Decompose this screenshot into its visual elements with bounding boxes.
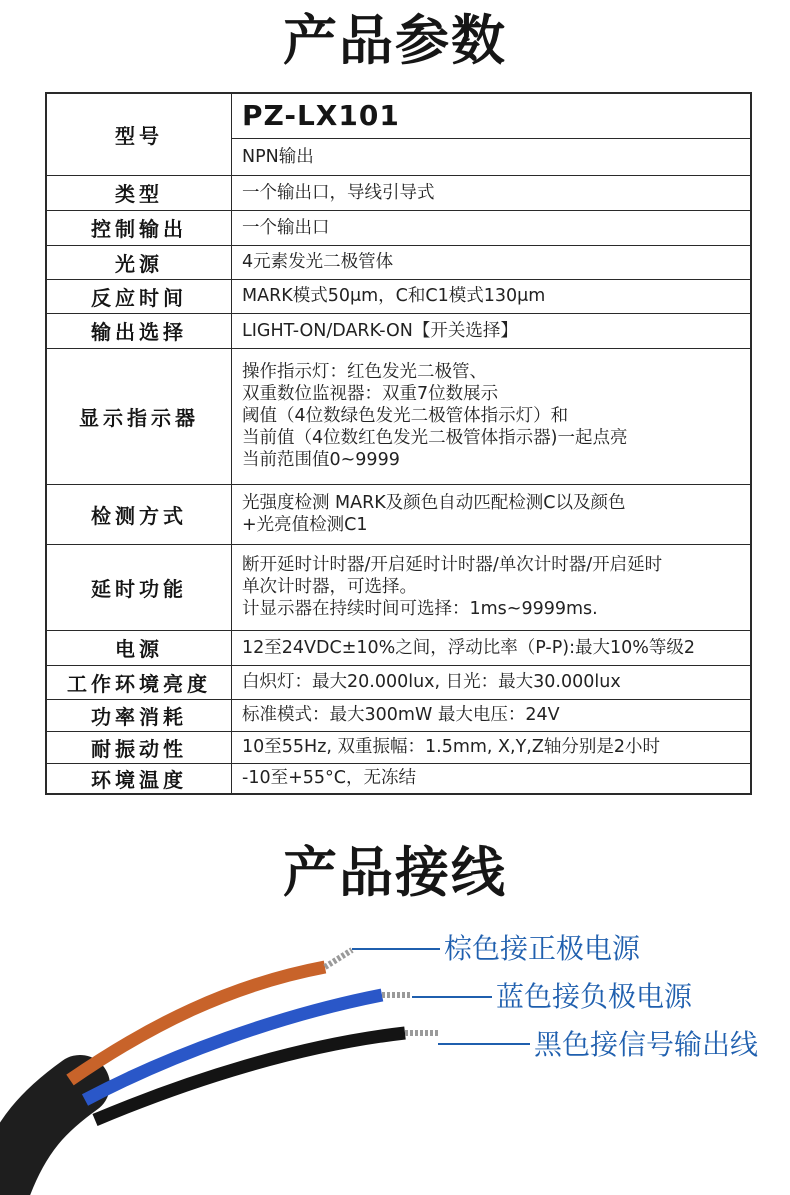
spec-value: 断开延时计时器/开启延时计时器/单次计时器/开启延时 单次计时器，可选择。 计显示器在持续时间可选择：1ms~9999ms. (232, 544, 752, 630)
spec-label: 类型 (46, 175, 232, 210)
spec-row (46, 245, 751, 279)
spec-row (46, 544, 751, 630)
spec-row (46, 313, 751, 348)
spec-label: 工作环境亮度 (46, 665, 232, 699)
blue-wire-label: 蓝色接负极电源 (496, 980, 693, 1013)
spec-label: 环境温度 (46, 763, 232, 794)
product-params-heading: 产品参数 (283, 9, 507, 72)
spec-row (46, 210, 751, 245)
cable-sheath (0, 1085, 80, 1190)
spec-value-model: PZ-LX101 (232, 93, 752, 138)
spec-table (45, 92, 752, 795)
brown-wire-label: 棕色接正极电源 (444, 932, 641, 965)
spec-label: 耐振动性 (46, 731, 232, 763)
product-wiring-heading: 产品接线 (283, 841, 507, 904)
spec-row (46, 699, 751, 731)
spec-row (46, 731, 751, 763)
spec-label: 输出选择 (46, 313, 232, 348)
spec-value: 一个输出口 (232, 210, 752, 245)
spec-row (46, 279, 751, 313)
spec-label: 显示指示器 (46, 348, 232, 484)
spec-label: 功率消耗 (46, 699, 232, 731)
spec-label-model: 型号 (46, 93, 232, 175)
brown-wire-core (325, 950, 352, 967)
spec-label: 光源 (46, 245, 232, 279)
spec-row (46, 484, 751, 544)
spec-value: 10至55Hz, 双重振幅：1.5mm, X,Y,Z轴分别是2小时 (232, 731, 752, 763)
spec-value: -10至+55°C，无冻结 (232, 763, 752, 794)
spec-row (46, 665, 751, 699)
spec-row (46, 630, 751, 665)
spec-value: 4元素发光二极管体 (232, 245, 752, 279)
spec-value: LIGHT-ON/DARK-ON【开关选择】 (232, 313, 752, 348)
spec-label: 延时功能 (46, 544, 232, 630)
spec-value: 操作指示灯：红色发光二极管、 双重数位监视器：双重7位数展示 阈值（4位数绿色发光二极管体指示灯）和 当前值（4位数红色发光二极管体指示器)一起点亮 当前范围值0~9999 (232, 348, 752, 484)
spec-value: 标准模式：最大300mW 最大电压：24V (232, 699, 752, 731)
spec-value: 光强度检测 MARK及颜色自动匹配检测C以及颜色 +光亮值检测C1 (232, 484, 752, 544)
spec-label: 电源 (46, 630, 232, 665)
black-wire-label: 黑色接信号输出线 (534, 1028, 759, 1061)
spec-value: 一个输出口，导线引导式 (232, 175, 752, 210)
spec-value: 白炽灯：最大20.000lux, 日光：最大30.000lux (232, 665, 752, 699)
spec-value: MARK模式50μm，C和C1模式130μm (232, 279, 752, 313)
spec-row (46, 348, 751, 484)
spec-row (46, 763, 751, 794)
spec-label: 反应时间 (46, 279, 232, 313)
spec-label: 检测方式 (46, 484, 232, 544)
spec-value-output-type: NPN输出 (232, 138, 752, 175)
spec-row (46, 175, 751, 210)
spec-row-model (46, 93, 751, 138)
spec-value: 12至24VDC±10%之间，浮动比率（P-P):最大10%等级2 (232, 630, 752, 665)
spec-label: 控制输出 (46, 210, 232, 245)
